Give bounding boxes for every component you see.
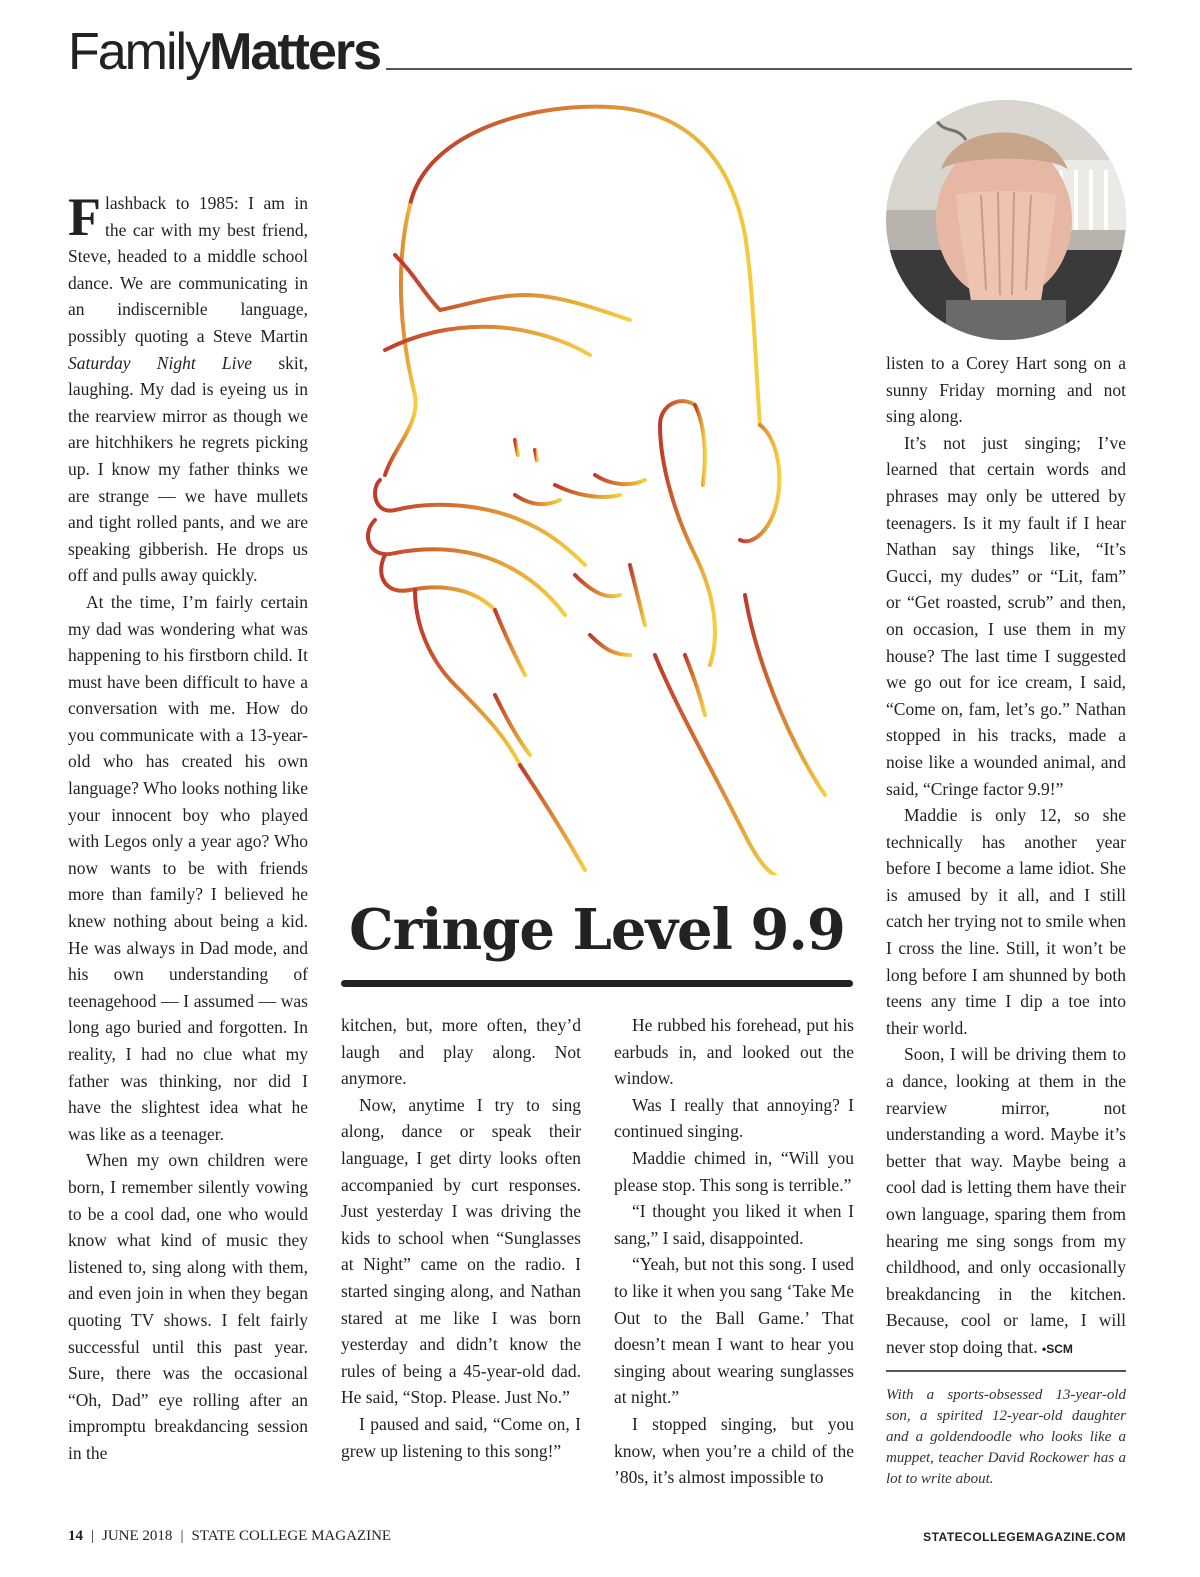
section-title-bold: Matters — [209, 23, 381, 81]
paragraph: listen to a Corey Hart song on a sunny Friday morning and not sing along. — [886, 353, 1126, 427]
paragraph: Flashback to 1985: I am in the car with my best friend, Steve, headed to a middle school dance. We are communicating in an indiscernible language, possibly quoting a Steve Martin Saturday Night Live skit, laughing. My dad is eyeing us in the rearview mirror as though we are hitchhikers he regrets picking up. I know my father thinks we are strange — we have mullets and tight rolled pants, and we are speaking gibberish. He drops us off and pulls away quickly. — [68, 187, 308, 586]
headline-rule — [341, 980, 853, 987]
paragraph: It’s not just singing; I’ve learned that certain words and phrases may only be uttered by teenagers. Is it my fault if I hear Nathan say things like, “It’s Gucci, my dudes” or “Lit, fam” or “Get roasted, scrub” and then, on occasion, I use them in my house? The last time I suggested we go out for ice cream, I said, “Come on, fam, let’s go.” Nathan stopped in his tracks, made a noise like a wounded animal, and said, “Cringe factor 9.9!” — [886, 432, 1126, 799]
section-header — [68, 18, 1132, 88]
article-column-1 — [68, 187, 308, 1467]
paragraph: “I thought you liked it when I sang,” I said, disappointed. — [614, 1201, 854, 1248]
paragraph: Maddie is only 12, so she technically has another year before I become a lame idiot. She is amused by it all, and I still catch her trying not to smile when I cross the line. Still, it won’t be long before I am shunned by both teens any time I dip a toe into their world. — [886, 805, 1126, 1038]
paragraph: kitchen, but, more often, they’d laugh and play along. Not anymore. — [341, 1015, 581, 1089]
paragraph: When my own children were born, I remember silently vowing to be a cool dad, one who would know what kind of music they listened to, sing along with them, and even join in when they began quoting TV shows. I felt fairly successful until this past year. Sure, there was the occasional “Oh, Dad” eye rolling after an impromptu breakdancing session in the — [68, 1150, 308, 1463]
author-photo — [886, 100, 1126, 340]
paragraph: I paused and said, “Come on, I grew up listening to this song!” — [341, 1413, 581, 1461]
paragraph: Was I really that annoying? I continued singing. — [614, 1094, 854, 1142]
article-headline: Cringe Level 9.9 — [349, 897, 845, 963]
paragraph: At the time, I’m fairly certain my dad was wondering what was happening to his firstborn child. It must have been difficult to have a conversation with me. How do you communicate with a 13-year-old who has created his own language? Who looks nothing like your innocent boy who played with Legos only a year ago? Who now wants to be with friends more than family? I believed he knew nothing about being a kid. He was always in Dad mode, and his own understanding of teenagehood — I assumed — was long ago buried and forgotten. In reality, I had no clue what my father was thinking, nor did I have the slightest idea what he was like as a teenager. — [68, 591, 308, 1144]
footer-separator: | — [91, 1528, 95, 1544]
article-column-4 — [886, 350, 1126, 1363]
bio-rule — [886, 1370, 1126, 1372]
paragraph: He rubbed his forehead, put his earbuds in, and looked out the window. — [614, 1015, 854, 1089]
face-covered-by-hand-illustration-icon — [355, 95, 845, 875]
end-mark: •SCM — [1042, 1341, 1073, 1356]
footer-separator: | — [180, 1528, 184, 1544]
issue-date: JUNE 2018 — [102, 1528, 173, 1544]
page-number: 14 — [68, 1528, 83, 1544]
paragraph: Now, anytime I try to sing along, dance or speak their language, I get dirty looks often accompanied by curt responses. Just yesterday I was driving the kids to school when “Sunglasses at Night” came on the radio. I started singing along, and Nathan stared at me like I was born yesterday and didn’t know the rules of being a 45-year-old dad. He said, “Stop. Please. Just No.” — [341, 1094, 581, 1408]
article-column-3 — [614, 1012, 854, 1491]
paragraph: I stopped singing, but you know, when you’re a child of the ’80s, it’s almost impossible to — [614, 1413, 854, 1488]
paragraph: Soon, I will be driving them to a dance, looking at them in the rearview mirror, not understanding a word. Maybe it’s better that way. Maybe being a cool dad is letting them have their own language, sparing them from hearing me sing songs from my childhood, and only occasionally breakdancing in the kitchen. Because, cool or lame, I will never stop doing that. •SCM — [886, 1044, 1126, 1357]
article-column-2 — [341, 1012, 581, 1464]
page-footer — [68, 1528, 391, 1545]
magazine-name: STATE COLLEGE MAGAZINE — [191, 1528, 392, 1544]
paragraph: “Yeah, but not this song. I used to like it when you sang ‘Take Me Out to the Ball Game.’ That doesn’t mean I want to hear you singing about wearing sunglasses at night.” — [614, 1254, 854, 1408]
drop-cap: F — [68, 187, 101, 247]
author-bio: With a sports-obsessed 13-year-old son, a spirited 12-year-old daughter and a goldendoodle who looks like a muppet, teacher David Rockower has a lot to write about. — [886, 1387, 1126, 1487]
section-title — [68, 22, 380, 82]
person-covering-face-photo-icon — [886, 100, 1126, 340]
header-rule — [386, 68, 1132, 70]
section-title-light: Family — [68, 23, 210, 81]
magazine-website: STATECOLLEGEMAGAZINE.COM — [923, 1530, 1126, 1544]
paragraph: Maddie chimed in, “Will you please stop. This song is terrible.” — [614, 1147, 854, 1195]
